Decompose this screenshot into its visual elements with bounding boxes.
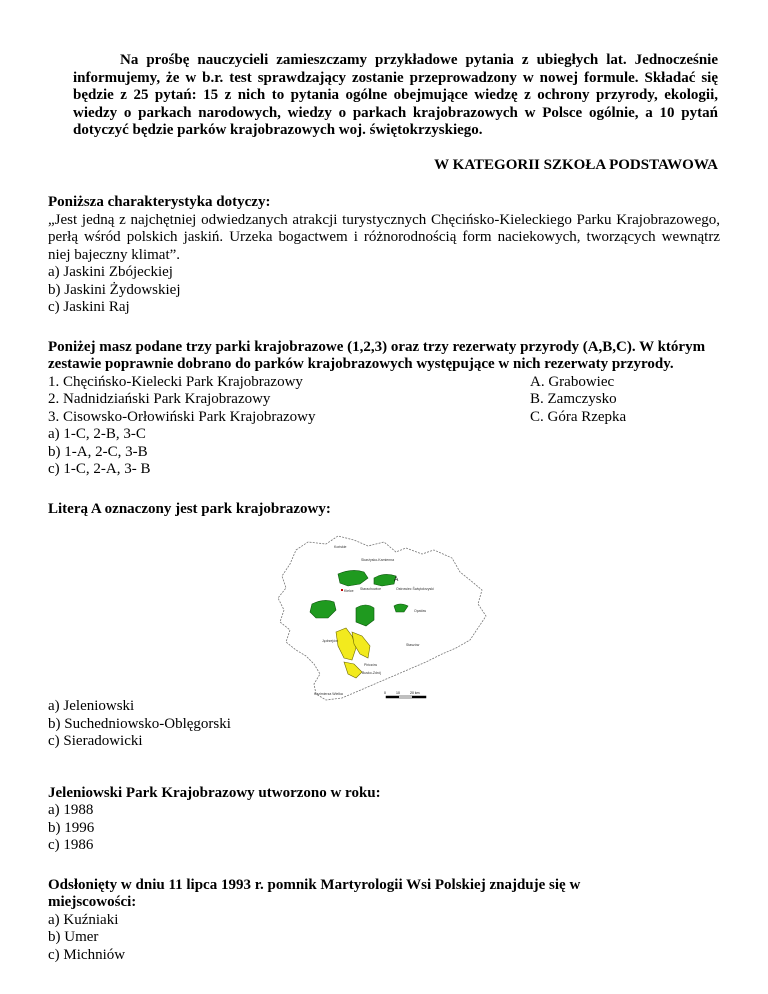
map-label: Jędrzejów — [322, 639, 338, 643]
map-marker-a: A — [394, 576, 399, 583]
map-label: Staszów — [406, 643, 420, 647]
scale-label: 20 km — [410, 691, 420, 695]
reserve-b: B. Zamczysko — [530, 391, 617, 407]
option[interactable]: b) 1996 — [48, 819, 95, 836]
map-graphic — [256, 528, 494, 706]
option[interactable]: a) Jaskini Zbójeckiej — [48, 264, 173, 280]
question-2-title: Poniżej masz podane trzy parki krajobrazowe (1,2,3) oraz trzy rezerwaty przyrody (A,B,C). W którym zestawie poprawnie dobrano do parków krajobrazowych występujące w nich rezerwaty przyrody. — [48, 338, 706, 372]
option[interactable]: c) Jaskini Raj — [48, 299, 130, 315]
pair-row — [48, 374, 720, 392]
park-shape-a — [338, 570, 368, 586]
question-5-title: Odsłonięty w dniu 11 lipca 1993 r. pomnik Martyrologii Wsi Polskiej znajduje się w miejscowości: — [48, 876, 581, 910]
option[interactable]: b) 1-A, 2-C, 3-B — [48, 443, 148, 460]
park-1: 1. Chęcińsko-Kielecki Park Krajobrazowy — [48, 373, 303, 390]
park-3: 3. Cisowsko-Orłowiński Park Krajobrazowy — [48, 408, 316, 425]
question-5 — [48, 877, 720, 965]
question-4 — [48, 785, 720, 855]
option[interactable]: b) Jaskini Żydowskiej — [48, 281, 181, 298]
scale-label: 10 — [396, 691, 400, 695]
park-shape-small — [394, 604, 408, 612]
region-map — [256, 528, 494, 706]
scale-bar-fill — [386, 696, 399, 698]
question-1-options — [48, 264, 720, 317]
map-label: Kazimierza Wielka — [314, 692, 343, 696]
question-2 — [48, 339, 720, 479]
reserve-c: C. Góra Rzepka — [530, 408, 627, 425]
option[interactable]: a) 1988 — [48, 802, 94, 818]
option[interactable]: c) Michniów — [48, 946, 126, 963]
park-shape-east — [374, 574, 396, 586]
map-label: Ostrowiec Świętokrzyski — [396, 587, 434, 591]
map-label: Busko-Zdrój — [362, 671, 381, 675]
city-dot-icon — [341, 589, 343, 591]
option[interactable]: b) Umer — [48, 929, 99, 945]
park-shape-center — [356, 605, 374, 626]
scale-label: 0 — [384, 691, 386, 695]
reserve-a: A. Grabowiec — [530, 373, 615, 390]
scale-bar-fill — [412, 696, 426, 698]
option[interactable]: a) Jeleniowski — [48, 698, 135, 714]
question-1 — [48, 194, 720, 317]
question-3-title: Literą A oznaczony jest park krajobrazowy: — [48, 500, 331, 517]
question-4-title: Jeleniowski Park Krajobrazowy utworzono w roku: — [48, 784, 381, 801]
option[interactable]: b) Suchedniowsko-Oblęgorski — [48, 715, 231, 732]
question-1-quote: „Jest jedną z najchętniej odwiedzanych atrakcji turystycznych Chęcińsko-Kieleckiego Parku Krajobrazowego, perłą wśród polskich jaskiń. Urzeka bogactwem i różnorodnością form naciekowych, tworzących wewnątrz niej bajeczny klimat”. — [48, 211, 720, 263]
document-page — [48, 52, 720, 964]
park-shape-yellow-2 — [352, 632, 370, 658]
map-label: Końskie — [334, 545, 347, 549]
question-4-options — [48, 802, 720, 855]
intro-paragraph: Na prośbę nauczycieli zamieszczamy przykładowe pytania z ubiegłych lat. Jednocześnie informujemy, że w b.r. test sprawdzający zostanie przeprowadzony w nowej formule. Składać się będzie z 25 pytań: 15 z nich to pytania ogólne obejmujące wiedzę z ochrony przyrody, ekologii, wiedzy o parkach narodowych, wiedzy o parkach krajobrazowych w Polsce ogólnie, a 10 pytań dotyczyć będzie parków krajobrazowych woj. świętokrzyskiego. — [73, 52, 718, 138]
pair-row — [48, 409, 720, 427]
pair-row — [48, 391, 720, 409]
park-shape-west — [310, 600, 336, 618]
category-heading: W KATEGORII SZKOŁA PODSTAWOWA — [434, 156, 718, 173]
map-label: Kielce — [344, 589, 354, 593]
option[interactable]: c) Sieradowicki — [48, 733, 143, 749]
map-label: Starachowice — [360, 587, 382, 591]
option[interactable]: a) Kuźniaki — [48, 911, 119, 928]
option[interactable]: a) 1-C, 2-B, 3-C — [48, 426, 146, 442]
map-label: Pińczów — [364, 663, 378, 667]
park-2: 2. Nadnidziański Park Krajobrazowy — [48, 391, 271, 407]
park-shape-yellow-3 — [344, 662, 362, 678]
question-3 — [48, 501, 720, 751]
question-1-title: Poniższa charakterystyka dotyczy: — [48, 194, 271, 210]
map-label: Opatów — [414, 609, 427, 613]
question-5-options — [48, 912, 720, 965]
option[interactable]: c) 1986 — [48, 837, 94, 853]
map-label: Skarżysko-Kamienna — [361, 558, 395, 562]
question-2-options — [48, 426, 720, 479]
option[interactable]: c) 1-C, 2-A, 3- B — [48, 461, 151, 477]
